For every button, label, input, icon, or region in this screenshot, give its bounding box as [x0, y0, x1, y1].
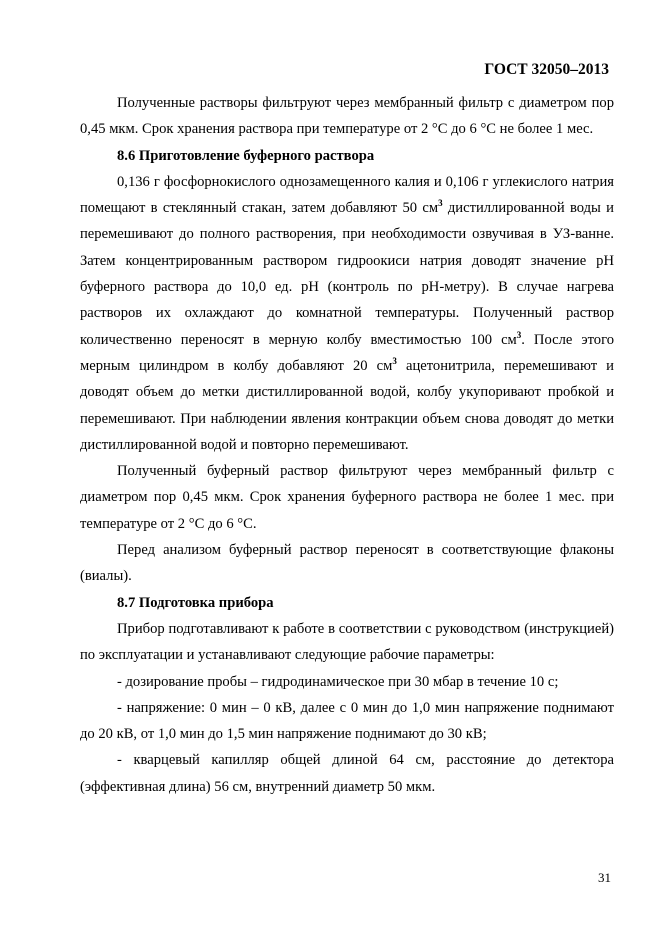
text-run: ацетонитрила, перемешивают и доводят объем до метки дистиллированной водой, колбу укупоривают пробкой и перемешивают. При наблюдении явления контракции объем снова доводят до метки дистиллированной водой и повторно перемешивают. — [80, 357, 614, 453]
paragraph: - напряжение: 0 мин – 0 кВ, далее с 0 мин до 1,0 мин напряжение поднимают до 20 кВ, от 1,0 мин до 1,5 мин напряжение поднимают до 30 кВ; — [80, 699, 614, 743]
document-header: ГОСТ 32050–2013 — [484, 61, 609, 78]
paragraph — [80, 169, 614, 458]
paragraph: - дозирование пробы – гидродинамическое при 30 мбар в течение 10 с; — [117, 673, 559, 690]
superscript: 3 — [392, 355, 397, 366]
page-number: 31 — [598, 870, 611, 885]
section-heading: 8.6 Приготовление буферного раствора — [117, 147, 375, 164]
paragraph: Полученные растворы фильтруют через мембранный фильтр с диаметром пор 0,45 мкм. Срок хранения раствора при температуре от 2 °С до 6 °С не более 1 мес. — [80, 95, 614, 138]
paragraph: - кварцевый капилляр общей длиной 64 см, расстояние до детектора (эффективная длина) 56 см, внутренний диаметр 50 мкм. — [80, 752, 614, 795]
text-run: 0,136 г фосфорнокислого однозамещенного калия и 0,106 г углекислого натрия помещают в стеклянный стакан, затем добавляют 50 см — [80, 173, 614, 217]
superscript: 3 — [438, 198, 443, 209]
paragraph: Полученный буферный раствор фильтруют через мембранный фильтр с диаметром пор 0,45 мкм. Срок хранения буферного раствора не более 1 мес. при температуре от 2 °С до 6 °С. — [80, 463, 614, 532]
paragraph: Прибор подготавливают к работе в соответствии с руководством (инструкцией) по эксплуатации и устанавливают следующие рабочие параметры: — [80, 620, 614, 664]
superscript: 3 — [516, 329, 522, 340]
text-run: дистиллированной воды и перемешивают до полного растворения, при необходимости озвучивая в УЗ-ванне. Затем концентрированным раствором гидроокиси натрия доводят значение рН буферного раствора до 10,0 ед. рН (контроль по рН-метру). В случае нагрева растворов их охлаждают до комнатной температуры. Полученный раствор количественно переносят в мерную колбу вместимостью 100 см — [80, 200, 614, 348]
text-run: . После этого мерным цилиндром в колбу добавляют 20 см — [80, 331, 614, 374]
paragraph: Перед анализом буферный раствор переносят в соответствующие флаконы (виалы). — [80, 542, 614, 585]
document-body — [80, 90, 614, 800]
section-heading: 8.7 Подготовка прибора — [117, 594, 274, 611]
